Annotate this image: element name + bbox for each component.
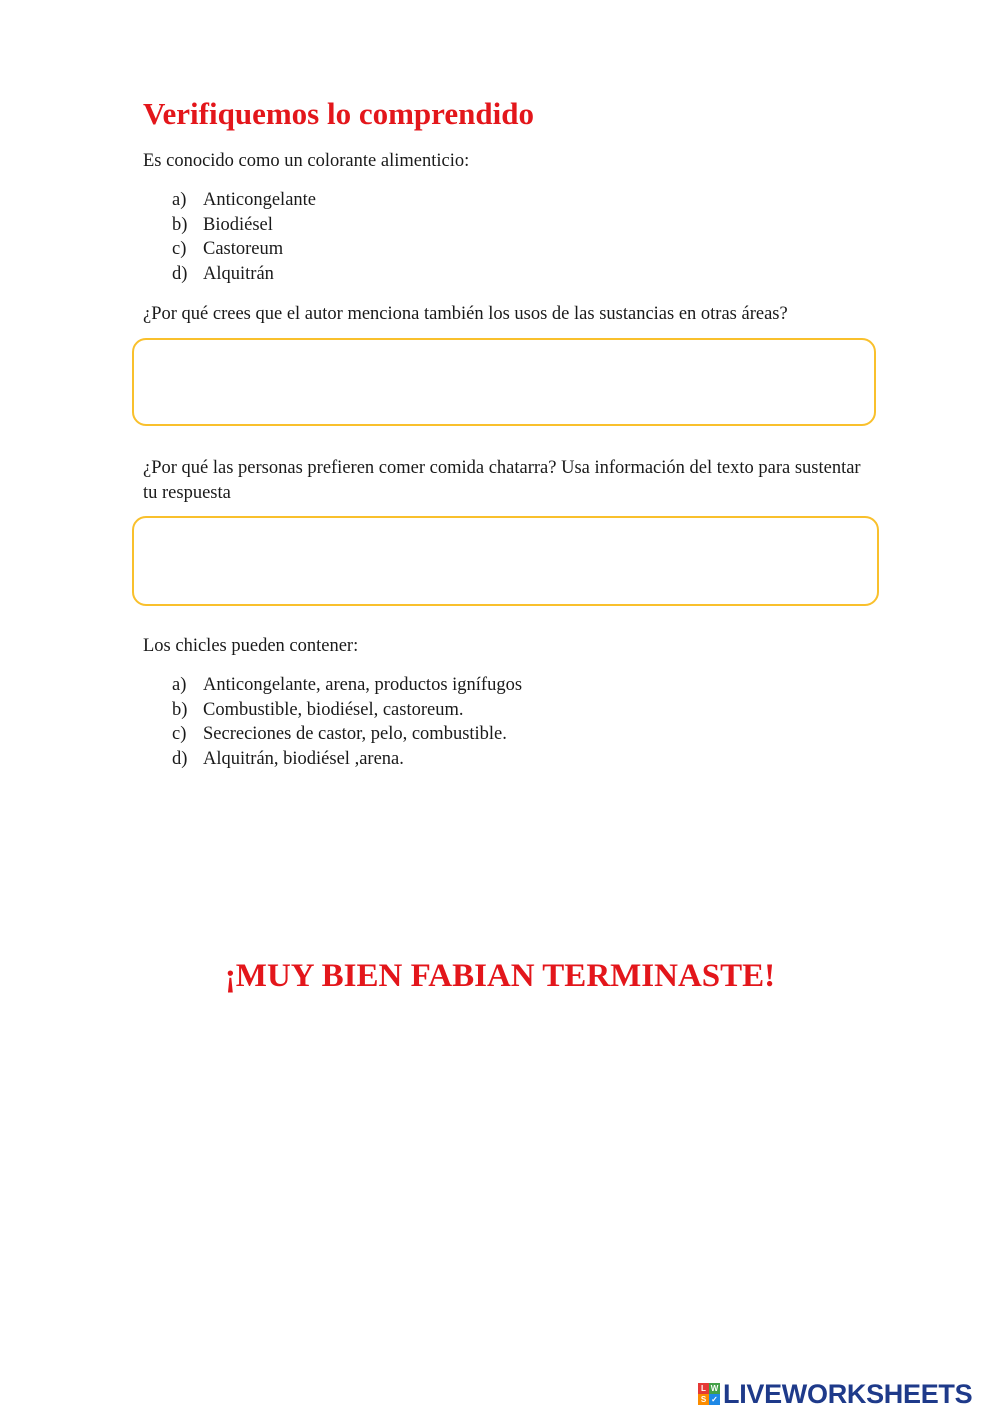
option-letter: d) (172, 264, 188, 285)
logo-tile: S (698, 1394, 709, 1405)
finish-message: ¡MUY BIEN FABIAN TERMINASTE! (224, 958, 776, 994)
option-text: Secreciones de castor, pelo, combustible. (203, 724, 507, 745)
option-text: Alquitrán, biodiésel ,arena. (203, 749, 404, 770)
logo-mark-icon (698, 1383, 720, 1405)
question-3: ¿Por qué las personas prefieren comer comida chatarra? Usa información del texto para sustentar tu respuesta (143, 458, 861, 503)
option-c[interactable] (172, 722, 522, 747)
option-b[interactable] (172, 698, 522, 723)
option-a[interactable] (172, 188, 316, 213)
option-d[interactable] (172, 747, 522, 772)
option-text: Alquitrán (203, 264, 274, 285)
option-text: Anticongelante, arena, productos ignífugos (203, 675, 523, 695)
logo-text: LIVEWORKSHEETS (723, 1378, 973, 1409)
answer-box-question-2[interactable] (132, 338, 876, 426)
question-4: Los chicles pueden contener: (143, 636, 359, 656)
option-text: Biodiésel (203, 214, 273, 235)
option-letter: c) (172, 724, 187, 745)
page-title: Verifiquemos lo comprendido (143, 96, 534, 131)
option-c[interactable] (172, 237, 316, 262)
option-letter: b) (172, 214, 188, 235)
question-1-options (172, 188, 316, 287)
option-d[interactable] (172, 262, 316, 287)
question-4-options (172, 673, 522, 772)
question-1: Es conocido como un colorante alimenticio: (143, 151, 470, 171)
option-text: Anticongelante (203, 190, 317, 210)
option-letter: c) (172, 239, 187, 260)
logo-tile: W (710, 1384, 719, 1393)
option-b[interactable] (172, 213, 316, 238)
option-letter: a) (172, 190, 187, 210)
option-letter: b) (172, 699, 188, 720)
option-text: Castoreum (203, 239, 284, 260)
option-letter: a) (172, 675, 187, 695)
question-2: ¿Por qué crees que el autor menciona también los usos de las sustancias en otras áreas? (143, 304, 788, 324)
option-letter: d) (172, 749, 188, 770)
option-a[interactable] (172, 673, 522, 698)
answer-box-question-3[interactable] (132, 516, 879, 606)
liveworksheets-logo (698, 1379, 972, 1409)
option-text: Combustible, biodiésel, castoreum. (203, 699, 464, 720)
logo-tile: L (698, 1383, 709, 1394)
logo-tile: ✓ (709, 1394, 720, 1405)
